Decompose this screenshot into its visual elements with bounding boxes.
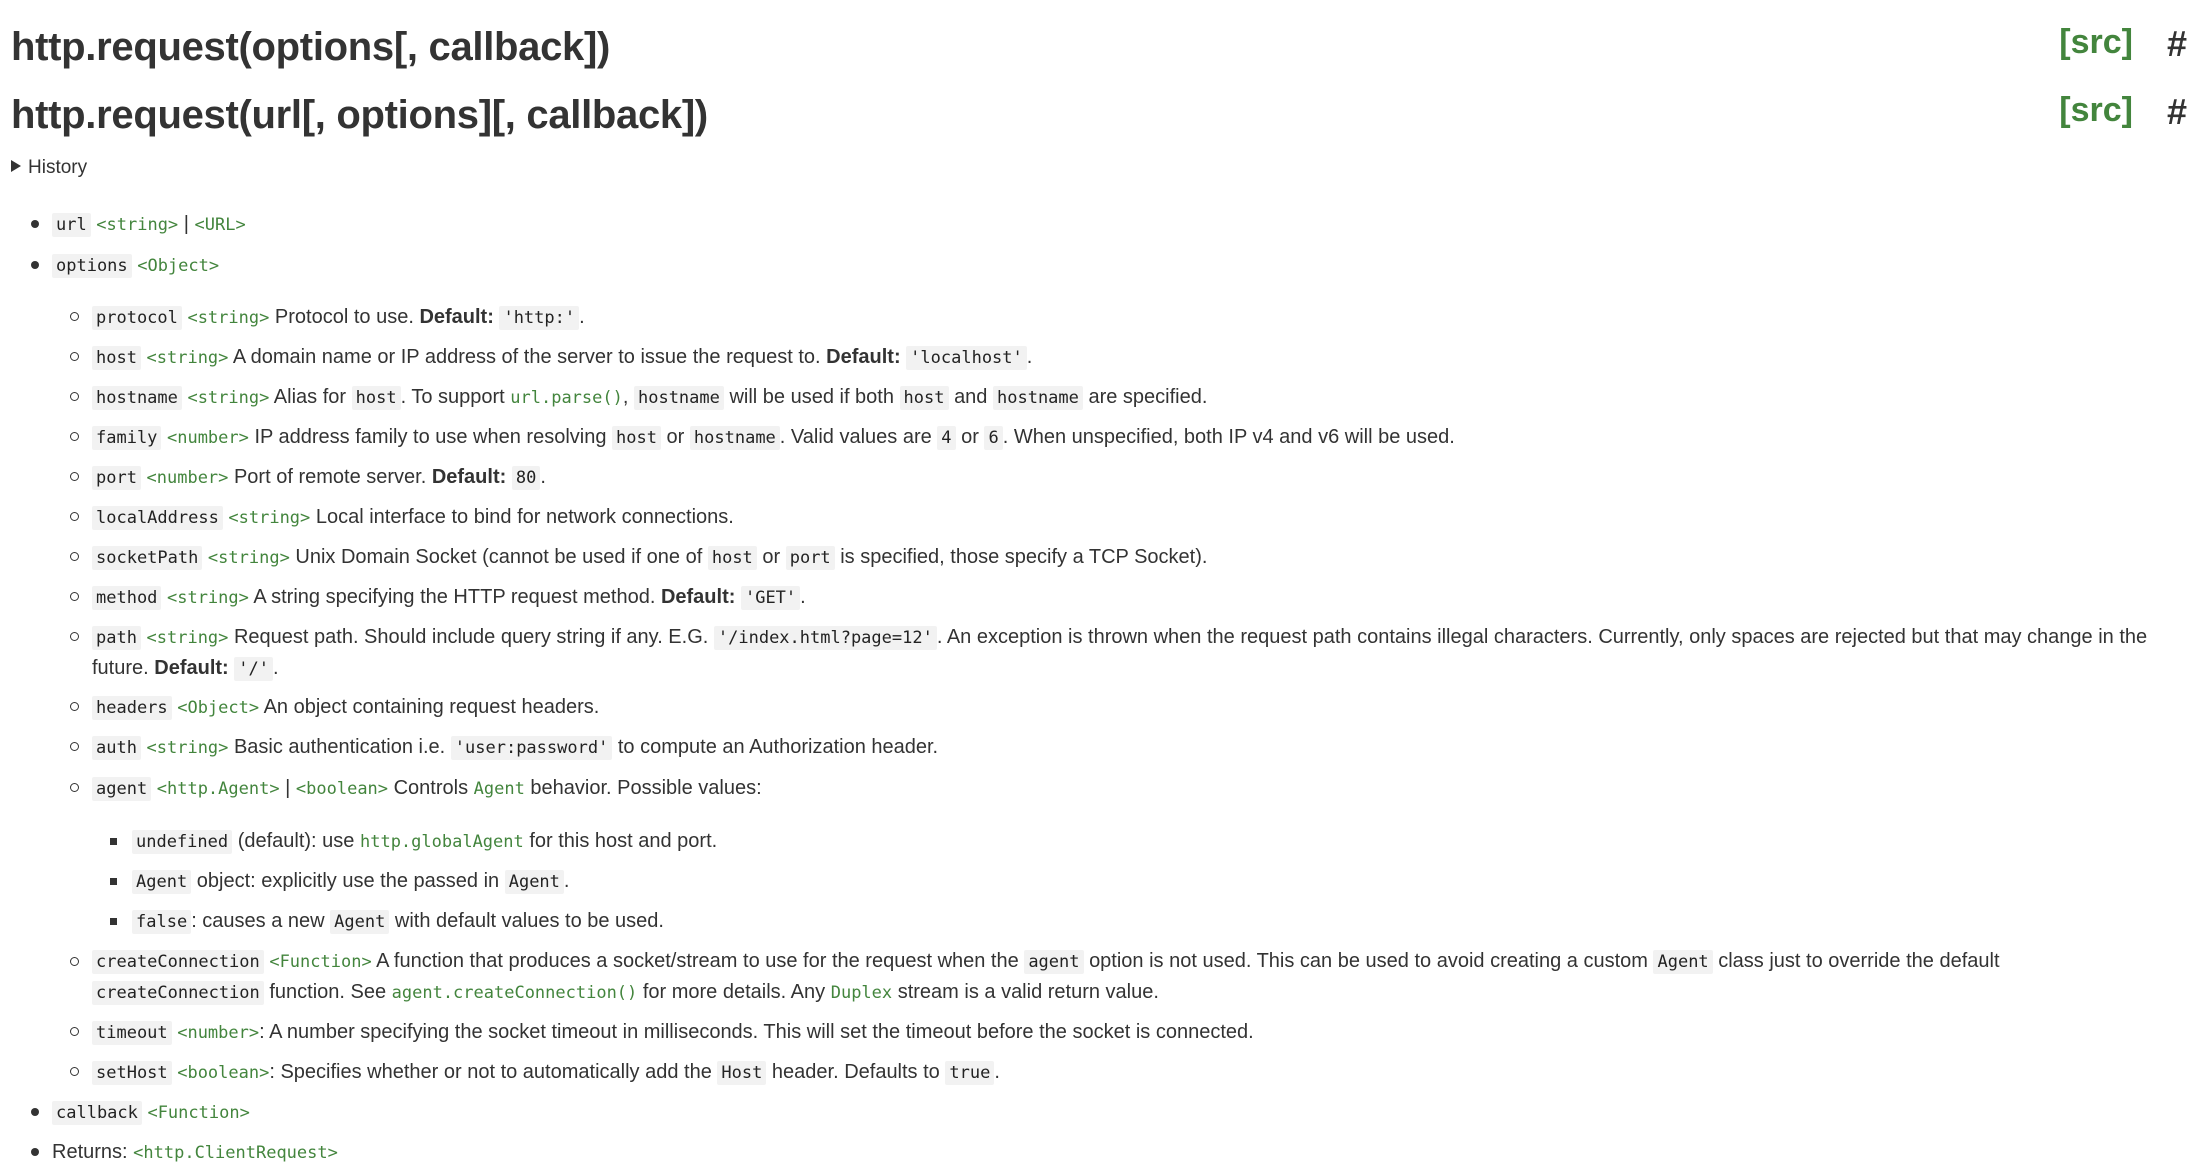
type-link[interactable]: <boolean> (295, 779, 389, 799)
option-desc: . To support (400, 386, 505, 408)
option-desc: : Specifies whether or not to automatically add the (269, 1061, 712, 1083)
type-link[interactable]: <number> (166, 428, 249, 448)
type-link[interactable]: <string> (187, 308, 270, 328)
option-desc: . Valid values are (779, 426, 932, 448)
option-desc: . When unspecified, both IP v4 and v6 will be used. (1002, 426, 1455, 448)
type-link[interactable]: <Object> (177, 698, 260, 718)
bullet-disc (31, 1148, 39, 1156)
option-localaddress (92, 502, 734, 533)
option-path (92, 622, 2172, 684)
inline-code: '/index.html?page=12' (714, 626, 937, 650)
type-separator: | (183, 213, 189, 235)
option-name: method (92, 586, 161, 610)
option-desc: , (622, 386, 629, 408)
option-desc: A string specifying the HTTP request method. (253, 586, 656, 608)
bullet-circle (70, 742, 79, 751)
option-desc: . (800, 586, 806, 608)
option-desc: to compute an Authorization header. (617, 736, 939, 758)
inline-code: host (352, 386, 401, 410)
option-desc: A function that produces a socket/stream to use for the request when the (376, 950, 1019, 972)
option-family (92, 422, 1455, 453)
option-name: localAddress (92, 506, 223, 530)
option-name: headers (92, 696, 172, 720)
default-value: 80 (512, 466, 540, 490)
default-label: Default: (419, 306, 494, 328)
type-link[interactable]: <http.Agent> (156, 779, 280, 799)
disclosure-triangle-icon (11, 160, 21, 172)
bullet-circle (70, 592, 79, 601)
agent-value-false (132, 906, 664, 937)
bullet-square (110, 838, 117, 845)
bullet-circle (70, 432, 79, 441)
type-link[interactable]: <string> (146, 348, 229, 368)
src-link[interactable]: [src] (2059, 23, 2133, 61)
type-link[interactable]: <string> (146, 738, 229, 758)
option-desc: . (994, 1061, 1000, 1083)
option-name: socketPath (92, 546, 202, 570)
inline-code: Agent (505, 870, 564, 894)
create-connection-link[interactable]: agent.createConnection() (391, 983, 638, 1003)
option-port (92, 462, 546, 493)
option-desc: . (579, 306, 585, 328)
type-link[interactable]: <Function> (147, 1103, 250, 1123)
default-label: Default: (154, 657, 229, 679)
option-desc: . An exception is thrown when the request path contains illegal characters. Currently, only spaces are rejected but that may change in the future. (92, 626, 2148, 679)
value-desc: for this host and port. (529, 830, 718, 852)
value-desc: object: explicitly use the passed in (196, 870, 500, 892)
inline-code: false (132, 910, 191, 934)
default-label: Default: (431, 466, 507, 488)
agent-value-undefined (132, 826, 717, 857)
option-desc: header. Defaults to (771, 1061, 940, 1083)
type-link[interactable]: <URL> (194, 215, 246, 235)
inline-code: Agent (330, 910, 389, 934)
type-link[interactable]: <boolean> (177, 1063, 270, 1083)
inline-code: Agent (1653, 950, 1712, 974)
option-desc: for more details. Any (642, 981, 826, 1003)
returns (52, 1137, 338, 1168)
option-desc: . (273, 657, 279, 679)
option-name: family (92, 426, 161, 450)
option-desc: option is not used. This can be used to avoid creating a custom (1089, 950, 1648, 972)
inline-code: 'user:password' (451, 736, 613, 760)
option-desc: is specified, those specify a TCP Socket). (840, 546, 1208, 568)
option-desc: Request path. Should include query string if any. E.G. (233, 626, 709, 648)
returns-label: Returns: (52, 1141, 128, 1163)
bullet-disc (31, 220, 39, 228)
inline-code: host (900, 386, 949, 410)
default-value: 'GET' (741, 586, 800, 610)
param-name: options (52, 254, 132, 278)
option-desc: Protocol to use. (274, 306, 414, 328)
type-link[interactable]: <string> (228, 508, 311, 528)
bullet-circle (70, 512, 79, 521)
bullet-square (110, 918, 117, 925)
bullet-disc (31, 261, 39, 269)
bullet-square (110, 878, 117, 885)
default-value: '/' (234, 657, 273, 681)
option-name: port (92, 466, 141, 490)
option-desc: or (961, 426, 979, 448)
value-desc: with default values to be used. (394, 910, 664, 932)
value-desc: (default): use (237, 830, 355, 852)
option-desc: A domain name or IP address of the server to issue the request to. (232, 346, 821, 368)
option-hostname (92, 382, 1207, 413)
option-method (92, 582, 806, 613)
bullet-circle (70, 1027, 79, 1036)
type-separator: | (285, 777, 291, 799)
inline-code: Host (717, 1061, 766, 1085)
default-value: 'localhost' (906, 346, 1027, 370)
agent-link[interactable]: Agent (473, 779, 525, 799)
type-link[interactable]: <Object> (137, 256, 220, 276)
param-name: callback (52, 1101, 142, 1125)
option-desc: are specified. (1088, 386, 1208, 408)
option-host (92, 342, 1032, 373)
global-agent-link[interactable]: http.globalAgent (359, 832, 524, 852)
src-link[interactable]: [src] (2059, 91, 2133, 129)
heading-title: http.request(url[, options][, callback]) (11, 93, 708, 137)
heading-request-url (11, 84, 2187, 146)
bullet-circle (70, 352, 79, 361)
agent-value-object (132, 866, 569, 897)
param-options (52, 250, 219, 281)
option-protocol (92, 302, 585, 333)
option-name: hostname (92, 386, 182, 410)
option-desc: behavior. Possible values: (530, 777, 762, 799)
option-auth (92, 732, 938, 763)
bullet-circle (70, 1067, 79, 1076)
option-desc: Local interface to bind for network connections. (315, 506, 734, 528)
inline-code: true (945, 1061, 994, 1085)
param-callback (52, 1097, 250, 1128)
type-link[interactable]: <number> (146, 468, 229, 488)
option-name: host (92, 346, 141, 370)
param-url (52, 209, 246, 240)
option-name: protocol (92, 306, 182, 330)
option-desc: Port of remote server. (233, 466, 427, 488)
type-link[interactable]: <string> (146, 628, 229, 648)
option-desc: . (1026, 346, 1033, 368)
inline-code: undefined (132, 830, 232, 854)
bullet-circle (70, 702, 79, 711)
option-desc: Basic authentication i.e. (233, 736, 446, 758)
bullet-circle (70, 632, 79, 641)
bullet-circle (70, 392, 79, 401)
option-createconnection (92, 946, 2172, 1008)
type-link[interactable]: <number> (177, 1023, 260, 1043)
option-desc: Controls (393, 777, 469, 799)
type-link[interactable]: <string> (96, 215, 179, 235)
option-desc: or (666, 426, 685, 448)
default-value: 'http:' (499, 306, 579, 330)
option-timeout (92, 1017, 1254, 1048)
option-name: setHost (92, 1061, 172, 1085)
inline-code: hostname (993, 386, 1083, 410)
option-desc: stream is a valid return value. (897, 981, 1159, 1003)
type-link[interactable]: <http.ClientRequest> (133, 1143, 338, 1163)
value-desc: : causes a new (191, 910, 325, 932)
option-desc: IP address family to use when resolving (254, 426, 607, 448)
bullet-circle (70, 783, 79, 792)
history-toggle[interactable] (11, 155, 87, 181)
inline-code: hostname (634, 386, 724, 410)
anchor-hash-link[interactable]: # (2166, 23, 2187, 64)
inline-code: Agent (132, 870, 191, 894)
option-desc: class just to override the default (1718, 950, 2000, 972)
inline-code: 4 (937, 426, 955, 450)
inline-code: 6 (984, 426, 1002, 450)
history-label: History (28, 157, 88, 178)
option-desc: Alias for (273, 386, 347, 408)
option-name: createConnection (92, 950, 264, 974)
duplex-link[interactable]: Duplex (830, 983, 893, 1003)
type-link[interactable]: <string> (166, 588, 249, 608)
option-desc: or (762, 546, 781, 568)
type-link[interactable]: <string> (207, 548, 290, 568)
inline-code: createConnection (92, 981, 264, 1005)
option-headers (92, 692, 599, 723)
option-name: agent (92, 777, 151, 801)
type-link[interactable]: <Function> (269, 952, 372, 972)
option-desc: and (954, 386, 988, 408)
option-name: path (92, 626, 141, 650)
option-name: auth (92, 736, 141, 760)
inline-code: agent (1024, 950, 1083, 974)
option-desc: . (540, 466, 546, 488)
option-agent (92, 773, 762, 804)
option-desc: : A number specifying the socket timeout in milliseconds. This will set the timeout before the socket is connected. (259, 1021, 1254, 1043)
default-label: Default: (826, 346, 901, 368)
bullet-circle (70, 312, 79, 321)
inline-code: host (612, 426, 661, 450)
param-name: url (52, 213, 91, 237)
type-link[interactable]: <string> (187, 388, 270, 408)
option-desc: will be used if both (729, 386, 894, 408)
anchor-hash-link[interactable]: # (2166, 91, 2187, 132)
option-desc: Unix Domain Socket (cannot be used if one of (295, 546, 703, 568)
inline-code: port (786, 546, 835, 570)
bullet-circle (70, 472, 79, 481)
bullet-disc (31, 1108, 39, 1116)
default-label: Default: (660, 586, 736, 608)
option-desc: An object containing request headers. (263, 696, 600, 718)
value-desc: . (563, 870, 570, 892)
option-desc: function. See (269, 981, 387, 1003)
bullet-circle (70, 552, 79, 561)
bullet-circle (70, 957, 79, 966)
option-sethost (92, 1057, 1000, 1088)
inline-code: host (708, 546, 757, 570)
heading-request-options (11, 16, 2187, 78)
inline-code: hostname (690, 426, 780, 450)
heading-title: http.request(options[, callback]) (11, 25, 611, 69)
option-name: timeout (92, 1021, 172, 1045)
url-parse-link[interactable]: url.parse() (510, 388, 623, 408)
option-socketpath (92, 542, 1207, 573)
